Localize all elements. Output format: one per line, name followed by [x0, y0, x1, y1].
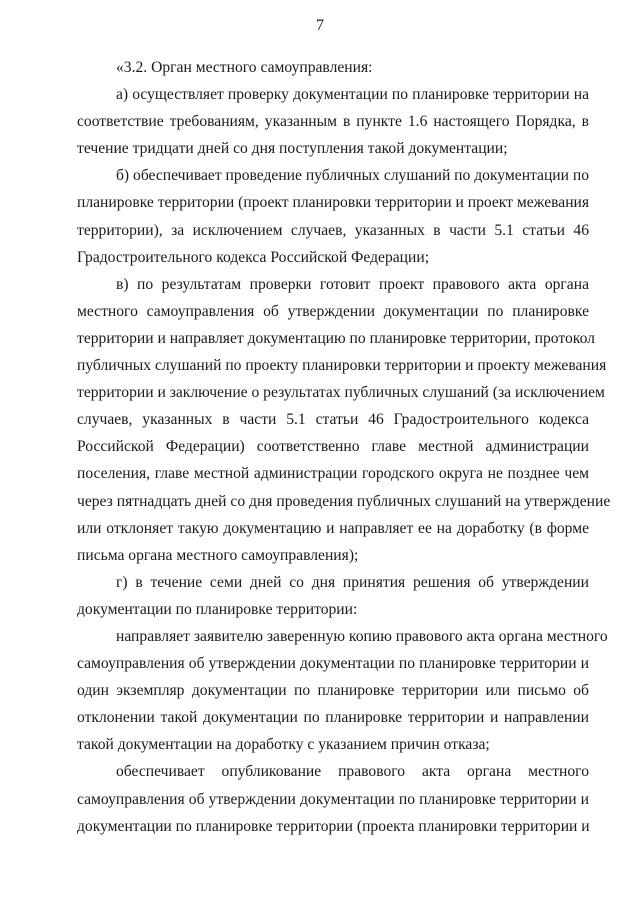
paragraph-line: или отклоняет такую документацию и направляет ее на доработку (в форме [77, 519, 589, 537]
paragraph-line: соответствие требованиям, указанным в пункте 1.6 настоящего Порядка, в [77, 113, 589, 131]
paragraph-line: территории и заключение о результатах публичных слушаний (за исключением [77, 384, 605, 402]
document-body [77, 54, 611, 840]
page-number: 7 [316, 17, 324, 34]
paragraph-line: документации по планировке территории (проекта планировки территории и [77, 817, 590, 835]
paragraph-line: территории), за исключением случаев, указанных в части 5.1 статьи 46 [77, 221, 589, 239]
paragraph-line: местного самоуправления об утверждении документации по планировке [77, 302, 589, 320]
paragraph-line: обеспечивает опубликование правового акта органа местного [116, 763, 589, 781]
paragraph-line: в) по результатам проверки готовит проект правового акта органа [116, 275, 589, 293]
paragraph-line: Градостроительного кодекса Российской Федерации; [77, 248, 430, 266]
paragraph-line: самоуправления об утверждении документации по планировке территории и [77, 655, 589, 673]
paragraph-line: а) осуществляет проверку документации по планировке территории на [116, 86, 589, 104]
paragraph-line: г) в течение семи дней со дня принятия решения об утверждении [116, 573, 589, 591]
paragraph-line: такой документации на доработку с указанием причин отказа; [77, 736, 490, 754]
paragraph-line: отклонении такой документации по планировке территории и направлении [77, 709, 589, 727]
paragraph-line: б) обеспечивает проведение публичных слушаний по документации по [116, 167, 590, 185]
paragraph-line: направляет заявителю заверенную копию правового акта органа местного [116, 627, 608, 645]
paragraph-line: один экземпляр документации по планировке территории или письмо об [77, 682, 589, 700]
paragraph-line: планировке территории (проект планировки территории и проект межевания [77, 194, 590, 212]
paragraph-line: публичных слушаний по проекту планировки территории и проекту межевания [77, 357, 607, 375]
paragraph-line: случаев, указанных в части 5.1 статьи 46 Градостроительного кодекса [77, 411, 589, 429]
paragraph-line: самоуправления об утверждении документации по планировке территории и [77, 790, 589, 808]
paragraph-line: через пятнадцать дней со дня проведения публичных слушаний на утверждение [77, 492, 611, 510]
paragraph-line: течение тридцати дней со дня поступления такой документации; [77, 140, 508, 158]
paragraph-line: территории и направляет документацию по планировке территории, протокол [77, 329, 595, 347]
paragraph-line: документации по планировке территории: [77, 600, 358, 618]
paragraph-line: поселения, главе местной администрации городского округа не позднее чем [77, 465, 589, 483]
paragraph-line: Российской Федерации) соответственно главе местной администрации [77, 438, 589, 456]
paragraph-line: письма органа местного самоуправления); [77, 546, 359, 564]
section-heading: «3.2. Орган местного самоуправления: [116, 59, 373, 76]
